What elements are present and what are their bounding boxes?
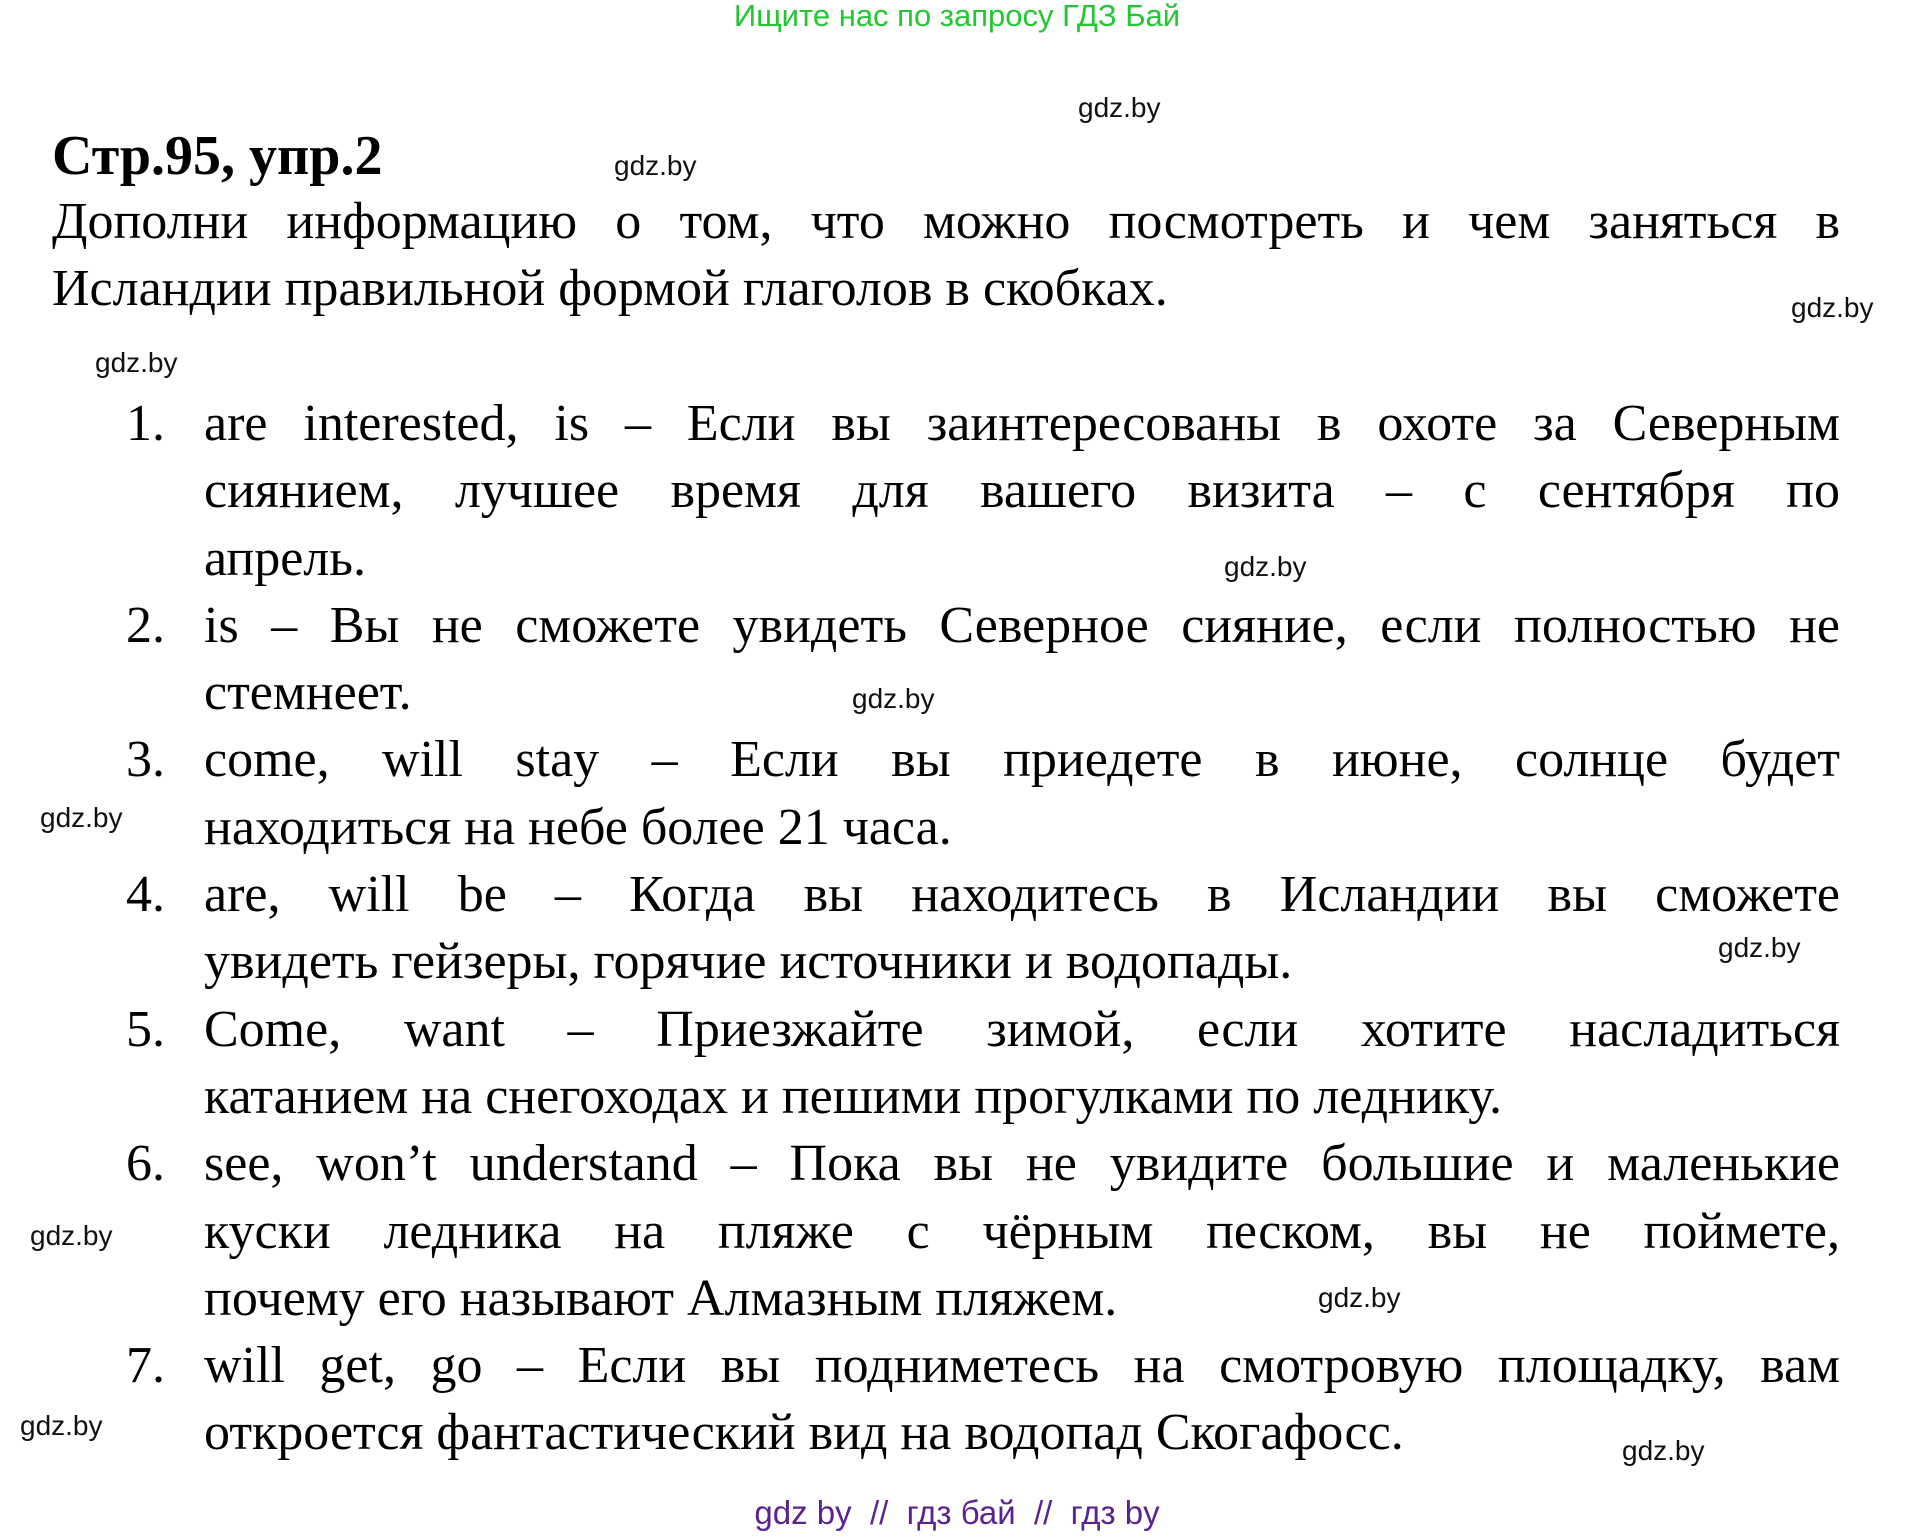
instruction-line: Дополни информацию о том, что можно посмотреть и чем заняться в (52, 193, 1840, 250)
list-item (0, 726, 1914, 861)
item-number: 3. (126, 731, 165, 789)
footer-links: gdz by // гдз бай // гдз by (754, 1494, 1160, 1531)
item-text-line: куски ледника на пляже с чёрным песком, вы не поймете, (204, 1202, 1840, 1260)
watermark-text: gdz.by (30, 1220, 113, 1251)
item-text-line: are, will be – Когда вы находитесь в Исландии вы сможете (204, 866, 1840, 924)
list-item (0, 861, 1914, 996)
watermark-text: gdz.by (1622, 1435, 1705, 1466)
watermark-text: gdz.by (1318, 1282, 1401, 1313)
item-number: 5. (126, 1000, 165, 1058)
list-item (0, 1130, 1914, 1332)
item-text-line: will get, go – Если вы подниметесь на смотровую площадку, вам (204, 1337, 1840, 1395)
item-text-line: are interested, is – Если вы заинтересованы в охоте за Северным (204, 395, 1840, 452)
item-text-line: апрель. (204, 529, 366, 587)
item-text-line: стемнеет. (204, 664, 412, 722)
item-text-line: откроется фантастический вид на водопад Скогафосс. (204, 1404, 1404, 1462)
item-text-line: почему его называют Алмазным пляжем. (204, 1269, 1118, 1327)
watermark-text: gdz.by (95, 347, 178, 378)
instruction-line: Исландии правильной формой глаголов в скобках. (52, 260, 1168, 318)
item-text-line: находиться на небе более 21 часа. (204, 798, 952, 856)
item-number: 6. (126, 1135, 165, 1193)
item-number: 4. (126, 866, 165, 924)
item-text-line: is – Вы не сможете увидеть Северное сияние, если полностью не (204, 596, 1840, 654)
watermark-text: gdz.by (852, 683, 935, 714)
watermark-text: gdz.by (614, 150, 697, 181)
answer-list (0, 390, 1914, 1467)
item-text-line: сиянием, лучшее время для вашего визита – с сентября по (204, 462, 1840, 520)
watermark-text: gdz.by (20, 1410, 103, 1441)
item-text-line: see, won’t understand – Пока вы не увидите большие и маленькие (204, 1135, 1840, 1193)
list-item (0, 996, 1914, 1131)
watermark-text: gdz.by (40, 802, 123, 833)
item-text-line: Come, want – Приезжайте зимой, если хотите насладиться (204, 1000, 1840, 1058)
watermark-text: gdz.by (1224, 551, 1307, 582)
page-title: Стр.95, упр.2 (52, 125, 383, 187)
list-item (0, 592, 1914, 727)
item-text-line: come, will stay – Если вы приедете в июне, солнце будет (204, 731, 1840, 789)
item-number: 1. (126, 395, 165, 452)
instruction (52, 188, 1840, 323)
item-text-line: катанием на снегоходах и пешими прогулками по леднику. (204, 1067, 1503, 1125)
watermark-text: gdz.by (1078, 92, 1161, 123)
search-hint-banner: Ищите нас по запросу ГДЗ Бай (733, 0, 1181, 33)
item-text-line: увидеть гейзеры, горячие источники и водопады. (204, 933, 1293, 991)
item-number: 7. (126, 1337, 165, 1395)
item-number: 2. (126, 596, 165, 654)
watermark-text: gdz.by (1718, 932, 1801, 963)
list-item (0, 390, 1914, 592)
watermark-text: gdz.by (1791, 292, 1874, 323)
